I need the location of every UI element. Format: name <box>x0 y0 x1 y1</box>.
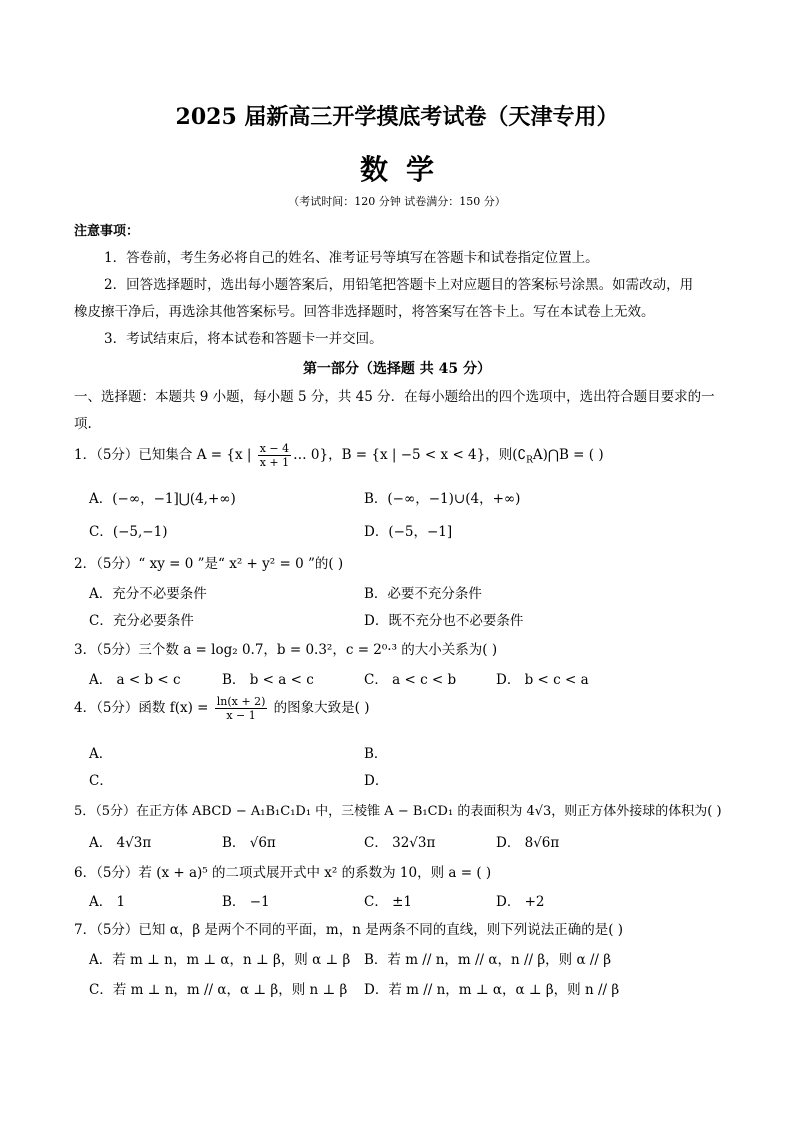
q4-option-b: B． <box>364 746 388 762</box>
part1-heading: 第一部分（选择题 共 45 分） <box>302 361 492 377</box>
part1-intro: 一、选择题：本题共 9 小题，每小题 5 分，共 45 分．在每小题给出的四个选项中，选出符合题目要求的一 <box>74 389 715 405</box>
q6-option-b: B． −1 <box>222 894 270 910</box>
q4-frac-num: ln(x + 2) <box>216 695 266 708</box>
q1-stem-part: … 0}，B = {x | −5 < x < 4}，则(∁ <box>293 447 527 463</box>
exam-title: 2025 届新高三开学摸底考试卷（天津专用） <box>175 104 619 130</box>
notice-item-3: 3．考试结束后，将本试卷和答题卡一并交回。 <box>104 331 383 347</box>
q1-sub: R <box>526 455 533 466</box>
q4-option-c: C． <box>89 773 113 789</box>
part1-intro-cont: 项. <box>74 416 92 432</box>
q7-option-b: B．若 m // n，m // α，n // β，则 α // β <box>364 952 612 968</box>
q1-option-a: A．(−∞，−1]⋃(4,+∞) <box>89 491 236 507</box>
q5-option-a: A． 4√3π <box>89 835 152 851</box>
q5-option-c: C． 32√3π <box>364 835 436 851</box>
question-5-stem: 5．（5分）在正方体 ABCD − A₁B₁C₁D₁ 中，三棱锥 A − B₁CD₁ 的表面积为 4√3，则正方体外接球的体积为( ) <box>74 804 722 819</box>
notice-item-2-cont: 橡皮擦干净后，再选涂其他答案标号。回答非选择题时，将答案写在答卡上。写在本试卷上无效。 <box>74 304 655 320</box>
q1-stem-part: 1．（5分）已知集合 A = {x | <box>74 447 256 463</box>
q3-option-c: C． a < c < b <box>364 672 457 688</box>
q3-option-b: B． b < a < c <box>222 672 314 688</box>
question-4-stem <box>74 695 370 722</box>
q4-fraction <box>215 695 268 722</box>
notice-heading: 注意事项： <box>74 224 140 239</box>
q1-option-c: C．(−5,−1) <box>89 524 168 540</box>
question-3-stem: 3．（5分）三个数 a = log₂ 0.7，b = 0.3²，c = 2⁰·³ 的大小关系为( ) <box>74 642 498 658</box>
q3-option-d: D． b < c < a <box>496 672 589 688</box>
question-2-stem: 2．（5分）“ xy = 0 ”是“ x² + y² = 0 ”的( ) <box>74 556 344 572</box>
subject-title: 数学 <box>359 153 452 186</box>
notice-item-1: 1．答卷前，考生务必将自己的姓名、准考证号等填写在答题卡和试卷指定位置上。 <box>104 250 599 266</box>
q1-fraction <box>258 442 291 469</box>
q4-option-a: A． <box>89 746 113 762</box>
q6-option-c: C． ±1 <box>364 894 413 910</box>
question-1-stem <box>74 442 604 469</box>
q2-option-b: B．必要不充分条件 <box>364 586 482 602</box>
question-7-stem: 7．（5分）已知 α，β 是两个不同的平面，m，n 是两条不同的直线，则下列说法正确的是( ) <box>74 922 624 938</box>
q1-option-d: D．(−5，−1] <box>364 524 453 540</box>
question-6-stem: 6．（5分）若 (x + a)⁵ 的二项式展开式中 x² 的系数为 10，则 a = ( ) <box>74 865 492 881</box>
q2-option-c: C．充分必要条件 <box>89 613 194 629</box>
q3-option-a: A． a < b < c <box>89 672 181 688</box>
exam-meta: （考试时间：120 分钟 试卷满分：150 分） <box>288 195 506 208</box>
q1-frac-num: x − 4 <box>259 442 290 455</box>
q5-option-b: B． √6π <box>222 835 276 851</box>
q7-option-c: C．若 m ⊥ n，m // α，α ⊥ β，则 n ⊥ β <box>89 982 348 998</box>
q4-frac-den: x − 1 <box>226 709 256 722</box>
q5-option-d: D． 8√6π <box>496 835 560 851</box>
q1-stem-part: A)⋂B = ( ) <box>532 447 604 463</box>
q1-option-b: B．(−∞，−1)∪(4，+∞) <box>364 491 521 507</box>
q1-frac-den: x + 1 <box>259 456 290 469</box>
q4-stem-part: 的图象大致是( ) <box>269 700 370 716</box>
q2-option-a: A．充分不必要条件 <box>89 586 207 602</box>
q7-option-d: D．若 m // n，m ⊥ α，α ⊥ β，则 n // β <box>364 982 620 998</box>
q7-option-a: A．若 m ⊥ n，m ⊥ α，n ⊥ β，则 α ⊥ β <box>89 952 351 968</box>
q2-option-d: D．既不充分也不必要条件 <box>364 613 524 629</box>
q4-stem-part: 4．（5分）函数 f(x) = <box>74 700 213 716</box>
q6-option-d: D． +2 <box>496 894 545 910</box>
notice-item-2: 2．回答选择题时，选出每小题答案后，用铅笔把答题卡上对应题目的答案标号涂黑。如需改动，用 <box>104 277 694 293</box>
q6-option-a: A． 1 <box>89 894 126 910</box>
q4-option-d: D． <box>364 773 389 789</box>
